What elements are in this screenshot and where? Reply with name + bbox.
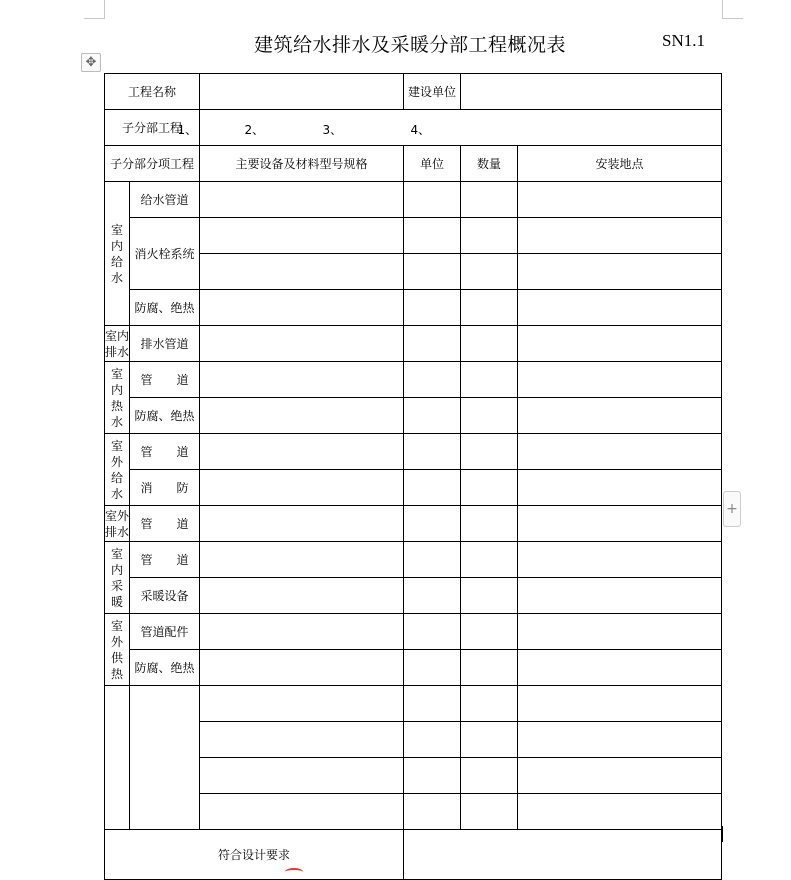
item-label: 管 道: [130, 434, 200, 470]
spec-cell[interactable]: [200, 758, 404, 794]
unit-cell[interactable]: [404, 182, 461, 218]
item-label: 采暖设备: [130, 578, 200, 614]
construction-unit-label: 建设单位: [404, 74, 461, 110]
unit-cell[interactable]: [404, 398, 461, 434]
col-header-location: 安装地点: [518, 146, 722, 182]
page-corner-top-right: [722, 0, 743, 19]
page-title: 建筑给水排水及采暖分部工程概况表: [253, 34, 566, 56]
group-indoor-water-supply: 室 内 给 水: [105, 182, 130, 326]
spec-cell[interactable]: [200, 470, 404, 506]
unit-cell[interactable]: [404, 506, 461, 542]
group-indoor-hot-water: 室 内 热 水: [105, 362, 130, 434]
item-label: 消火栓系统: [130, 218, 200, 290]
col-header-unit: 单位: [404, 146, 461, 182]
spec-cell[interactable]: [200, 434, 404, 470]
qty-cell[interactable]: [461, 434, 518, 470]
location-cell[interactable]: [518, 794, 722, 830]
spec-cell[interactable]: [200, 254, 404, 290]
design-requirement-label: 符合设计要求: [105, 830, 404, 880]
spec-cell[interactable]: [200, 218, 404, 254]
location-cell[interactable]: [518, 686, 722, 722]
group-outdoor-heat-supply: 室 外 供 热: [105, 614, 130, 686]
subdivision-item-4: 4、: [410, 122, 431, 137]
subdivision-field[interactable]: [177, 110, 722, 146]
qty-cell[interactable]: [461, 182, 518, 218]
qty-cell[interactable]: [461, 218, 518, 254]
item-label: 给水管道: [130, 182, 200, 218]
text-cursor-marker: [721, 826, 723, 842]
qty-cell[interactable]: [461, 254, 518, 290]
unit-cell[interactable]: [404, 686, 461, 722]
location-cell[interactable]: [518, 326, 722, 362]
page-corner-top-left: [84, 0, 105, 19]
location-cell[interactable]: [518, 362, 722, 398]
location-cell[interactable]: [518, 470, 722, 506]
location-cell[interactable]: [518, 578, 722, 614]
location-cell[interactable]: [518, 218, 722, 254]
qty-cell[interactable]: [461, 758, 518, 794]
unit-cell[interactable]: [404, 290, 461, 326]
subdivision-item-2: 2、: [244, 122, 265, 137]
unit-cell[interactable]: [404, 254, 461, 290]
location-cell[interactable]: [518, 254, 722, 290]
group-indoor-heating: 室 内 采 暖: [105, 542, 130, 614]
blank-group-cell[interactable]: [105, 686, 130, 830]
spec-cell[interactable]: [200, 362, 404, 398]
qty-cell[interactable]: [461, 650, 518, 686]
qty-cell[interactable]: [461, 506, 518, 542]
qty-cell[interactable]: [461, 542, 518, 578]
qty-cell[interactable]: [461, 398, 518, 434]
group-outdoor-water-supply: 室 外 给 水: [105, 434, 130, 506]
location-cell[interactable]: [518, 758, 722, 794]
spec-cell[interactable]: [200, 398, 404, 434]
location-cell[interactable]: [518, 650, 722, 686]
qty-cell[interactable]: [461, 794, 518, 830]
spec-cell[interactable]: [200, 722, 404, 758]
col-header-qty: 数量: [461, 146, 518, 182]
add-column-button[interactable]: +: [723, 491, 741, 527]
location-cell[interactable]: [518, 542, 722, 578]
subdivision-label: 子分部工程: [105, 110, 200, 146]
qty-cell[interactable]: [461, 578, 518, 614]
item-label: 管 道: [130, 506, 200, 542]
item-label: 管 道: [130, 362, 200, 398]
qty-cell[interactable]: [461, 686, 518, 722]
project-name-field[interactable]: [200, 74, 404, 110]
unit-cell[interactable]: [404, 722, 461, 758]
unit-cell[interactable]: [404, 470, 461, 506]
location-cell[interactable]: [518, 506, 722, 542]
spec-cell[interactable]: [200, 794, 404, 830]
unit-cell[interactable]: [404, 614, 461, 650]
spec-cell[interactable]: [200, 326, 404, 362]
group-outdoor-drainage: 室外 排水: [105, 506, 130, 542]
overview-table: [104, 73, 722, 880]
unit-cell[interactable]: [404, 578, 461, 614]
spec-cell[interactable]: [200, 182, 404, 218]
spec-cell[interactable]: [200, 614, 404, 650]
unit-cell[interactable]: [404, 218, 461, 254]
group-indoor-drainage: 室内 排水: [105, 326, 130, 362]
unit-cell[interactable]: [404, 650, 461, 686]
spec-cell[interactable]: [200, 290, 404, 326]
spec-cell[interactable]: [200, 650, 404, 686]
item-label: 管 道: [130, 542, 200, 578]
location-cell[interactable]: [518, 182, 722, 218]
col-header-item: 子分部分项工程: [105, 146, 200, 182]
blank-item-cell[interactable]: [130, 686, 200, 830]
item-label: 防腐、绝热: [130, 290, 200, 326]
table-move-handle-icon[interactable]: ✥: [81, 53, 101, 72]
item-label: 管道配件: [130, 614, 200, 650]
location-cell[interactable]: [518, 290, 722, 326]
qty-cell[interactable]: [461, 614, 518, 650]
spec-cell[interactable]: [200, 506, 404, 542]
subdivision-item-1: 1、: [177, 122, 198, 137]
col-header-spec: 主要设备及材料型号规格: [200, 146, 404, 182]
spec-cell[interactable]: [200, 542, 404, 578]
location-cell[interactable]: [518, 722, 722, 758]
unit-cell[interactable]: [404, 794, 461, 830]
unit-cell[interactable]: [404, 362, 461, 398]
location-cell[interactable]: [518, 434, 722, 470]
item-label: 防腐、绝热: [130, 650, 200, 686]
qty-cell[interactable]: [461, 326, 518, 362]
design-requirement-field[interactable]: [404, 830, 722, 880]
item-label: 排水管道: [130, 326, 200, 362]
qty-cell[interactable]: [461, 290, 518, 326]
location-cell[interactable]: [518, 614, 722, 650]
qty-cell[interactable]: [461, 722, 518, 758]
item-label: 消 防: [130, 470, 200, 506]
qty-cell[interactable]: [461, 362, 518, 398]
project-name-label: 工程名称: [105, 74, 200, 110]
location-cell[interactable]: [518, 398, 722, 434]
unit-cell[interactable]: [404, 542, 461, 578]
qty-cell[interactable]: [461, 470, 518, 506]
item-label: 防腐、绝热: [130, 398, 200, 434]
subdivision-item-3: 3、: [322, 122, 343, 137]
construction-unit-field[interactable]: [461, 74, 722, 110]
unit-cell[interactable]: [404, 326, 461, 362]
unit-cell[interactable]: [404, 434, 461, 470]
unit-cell[interactable]: [404, 758, 461, 794]
spec-cell[interactable]: [200, 578, 404, 614]
spec-cell[interactable]: [200, 686, 404, 722]
form-code: SN1.1: [662, 31, 705, 50]
